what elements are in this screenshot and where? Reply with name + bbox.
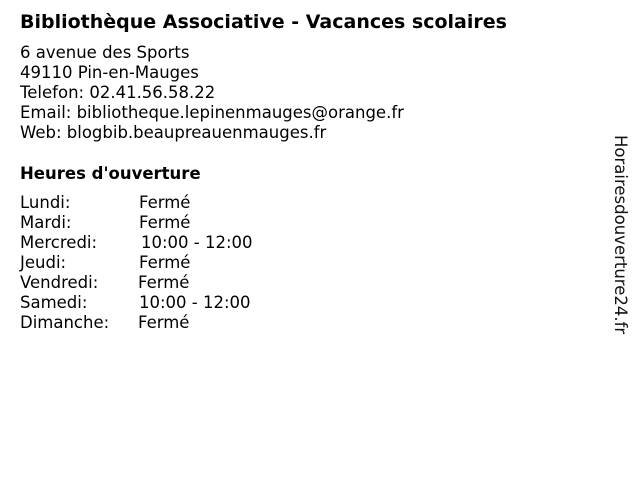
- address-block: [20, 43, 404, 143]
- site-watermark: Horairesdouverture24.fr: [611, 135, 630, 335]
- hours-value: Fermé: [138, 313, 190, 332]
- day-label: Lundi:: [20, 193, 71, 212]
- hours-value: Fermé: [138, 273, 190, 292]
- day-label: Samedi:: [20, 293, 88, 312]
- email-address: Email: bibliotheque.lepinenmauges@orange.fr: [20, 103, 404, 122]
- hours-value: 10:00 - 12:00: [139, 293, 251, 312]
- day-label: Mercredi:: [20, 233, 98, 252]
- phone-number: Telefon: 02.41.56.58.22: [20, 83, 216, 102]
- website-address: Web: blogbib.beaupreauenmauges.fr: [20, 123, 327, 142]
- page-title: Bibliothèque Associative - Vacances scolaires: [20, 11, 507, 33]
- day-label: Mardi:: [20, 213, 72, 232]
- day-label: Dimanche:: [20, 313, 110, 332]
- day-label: Jeudi:: [20, 253, 67, 272]
- city-postal-code: 49110 Pin-en-Mauges: [20, 63, 199, 82]
- hours-value: Fermé: [139, 193, 191, 212]
- street-address: 6 avenue des Sports: [20, 43, 190, 62]
- hours-heading: Heures d'ouverture: [20, 164, 201, 183]
- hours-value: 10:00 - 12:00: [141, 233, 253, 252]
- day-label: Vendredi:: [20, 273, 99, 292]
- hours-value: Fermé: [139, 253, 191, 272]
- hours-value: Fermé: [139, 213, 191, 232]
